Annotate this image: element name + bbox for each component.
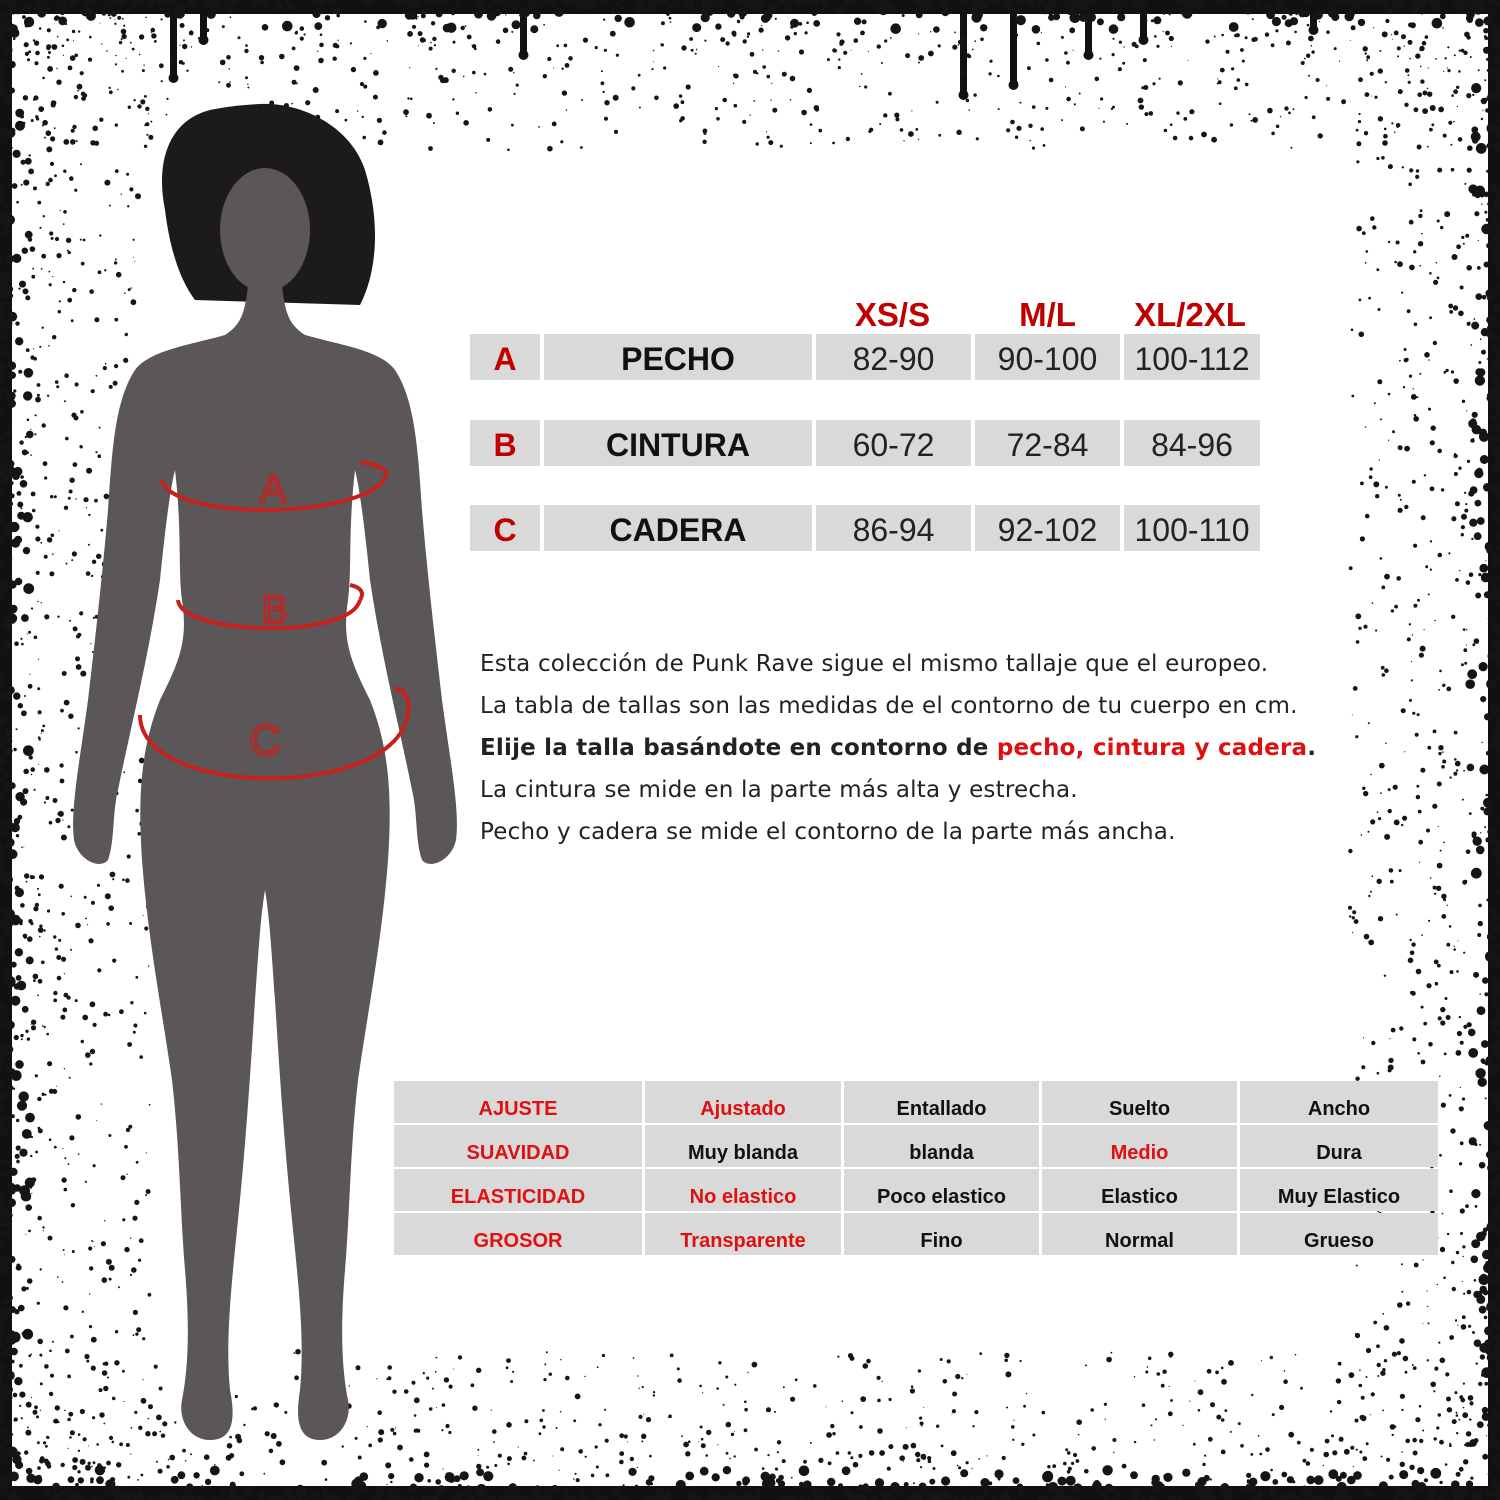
description-line: La cintura se mide en la parte más alta y estrecha. (480, 777, 1078, 803)
property-row-grosor (394, 1213, 1438, 1255)
property-option: blanda (844, 1125, 1039, 1167)
size-row-cintura (470, 420, 1260, 466)
description-bold-end: . (1307, 735, 1317, 761)
size-value: 82-90 (852, 341, 935, 377)
property-option: Entallado (844, 1081, 1039, 1123)
ring-label-a: A (259, 467, 287, 511)
property-label: GROSOR (394, 1213, 642, 1255)
size-header-xs-s: XS/S (854, 296, 931, 333)
property-row-elasticidad (394, 1169, 1438, 1211)
size-header-m-l: M/L (1019, 296, 1076, 333)
size-row-cadera (470, 505, 1260, 551)
property-option: Elastico (1042, 1169, 1237, 1211)
property-option: Muy blanda (645, 1125, 841, 1167)
row-measure-name: CINTURA (606, 427, 750, 463)
description-bold-text: Elije la talla basándote en contorno de (480, 735, 997, 761)
size-table-header (470, 290, 1260, 334)
fabric-properties-table (394, 1081, 1438, 1257)
description-line: Esta colección de Punk Rave sigue el mismo tallaje que el europeo. (480, 651, 1269, 677)
property-option: Poco elastico (844, 1169, 1039, 1211)
size-value: 86-94 (852, 512, 935, 548)
size-value: 92-102 (997, 512, 1098, 548)
size-table (470, 290, 1260, 548)
property-option: Muy Elastico (1240, 1169, 1438, 1211)
property-row-ajuste (394, 1081, 1438, 1123)
size-value: 84-96 (1151, 427, 1233, 463)
row-letter: A (493, 341, 517, 377)
size-header-xl-2xl: XL/2XL (1134, 296, 1246, 333)
property-option: Suelto (1042, 1081, 1237, 1123)
property-option: Ancho (1240, 1081, 1438, 1123)
size-row-pecho (470, 334, 1260, 380)
property-option: Transparente (645, 1213, 841, 1255)
row-measure-name: CADERA (609, 512, 747, 548)
property-label: AJUSTE (394, 1081, 642, 1123)
property-option: Ajustado (645, 1081, 841, 1123)
description-red-text: pecho, cintura y cadera (996, 735, 1308, 761)
size-value: 72-84 (1006, 427, 1089, 463)
description-line-emphasis (480, 727, 1480, 769)
size-value: 90-100 (997, 341, 1098, 377)
property-option: Grueso (1240, 1213, 1438, 1255)
property-label: SUAVIDAD (394, 1125, 642, 1167)
size-value: 100-112 (1134, 341, 1250, 377)
size-value: 60-72 (852, 427, 935, 463)
ring-label-b: B (261, 588, 289, 632)
property-option: Fino (844, 1213, 1039, 1255)
property-option: No elastico (645, 1169, 841, 1211)
property-row-suavidad (394, 1125, 1438, 1167)
property-option: Dura (1240, 1125, 1438, 1167)
size-guide-description (480, 643, 1480, 853)
description-line: Pecho y cadera se mide el contorno de la parte más ancha. (480, 819, 1176, 845)
row-letter: C (493, 512, 517, 548)
description-line: La tabla de tallas son las medidas de el contorno de tu cuerpo en cm. (480, 693, 1298, 719)
property-label: ELASTICIDAD (394, 1169, 642, 1211)
row-measure-name: PECHO (621, 341, 735, 377)
row-letter: B (493, 427, 517, 463)
property-option: Normal (1042, 1213, 1237, 1255)
size-value: 100-110 (1134, 512, 1250, 548)
property-option: Medio (1042, 1125, 1237, 1167)
ring-label-c: C (249, 716, 281, 765)
